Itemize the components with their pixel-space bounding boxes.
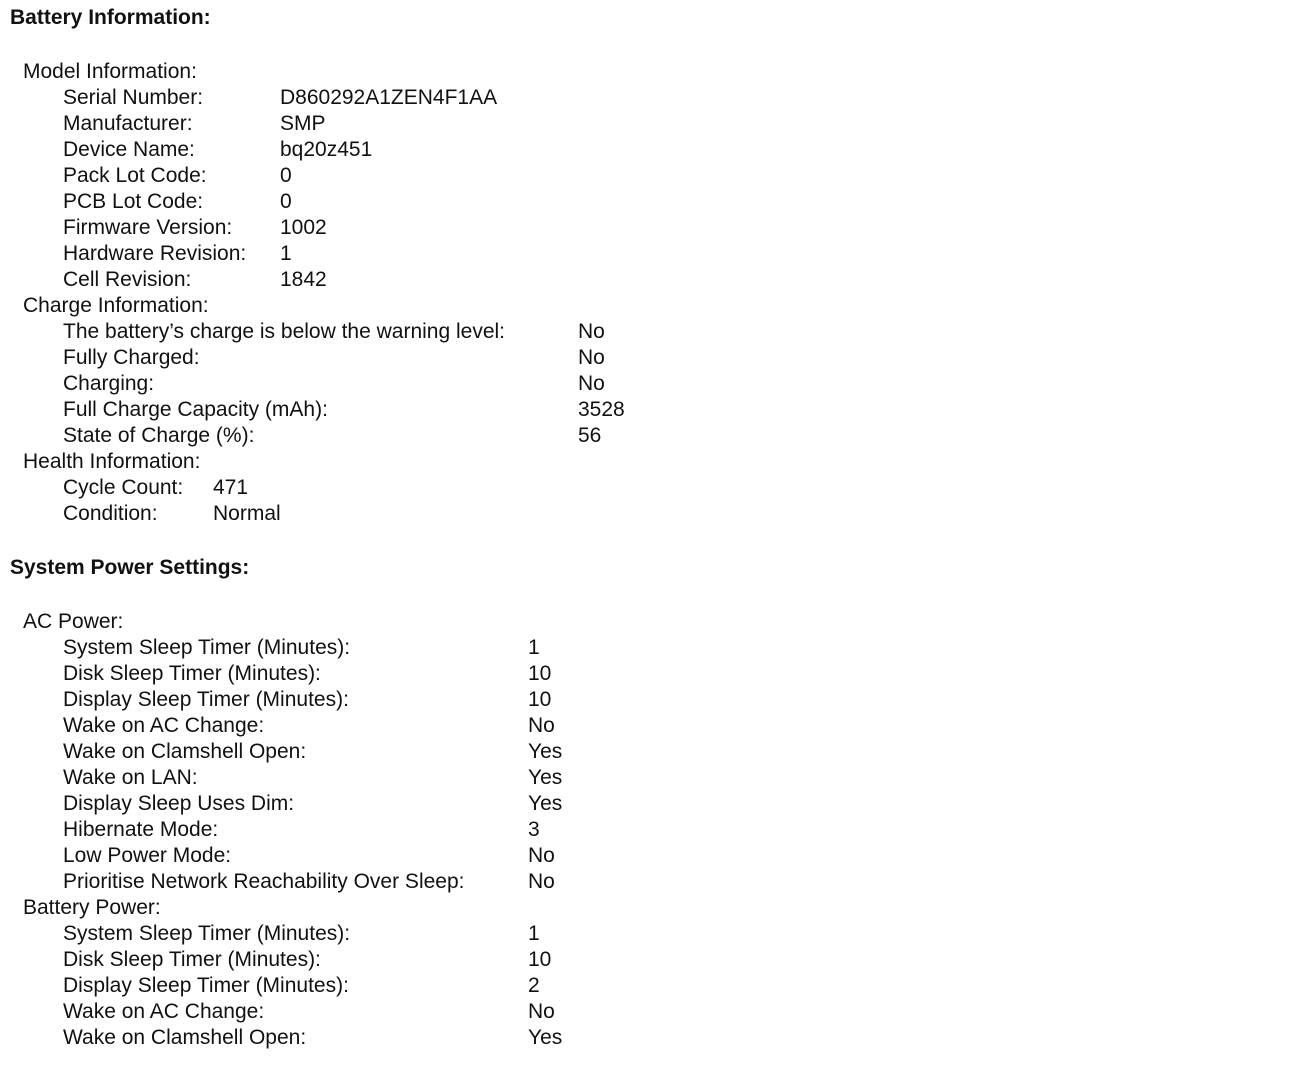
ac-low-power-mode-row [0, 843, 1310, 869]
row-value: 1842 [280, 268, 327, 291]
row-value: 471 [213, 476, 249, 499]
ac-hibernate-mode-row [0, 817, 1310, 843]
row-label: Cell Revision: [63, 268, 192, 291]
device-name-row [0, 137, 1310, 163]
state-of-charge-row [0, 423, 1310, 449]
pcb-lot-code-row [0, 189, 1310, 215]
row-label: Wake on LAN: [63, 766, 198, 789]
battery-wake-on-ac-change-row [0, 999, 1310, 1025]
full-charge-capacity-row [0, 397, 1310, 423]
row-label: Low Power Mode: [63, 844, 232, 867]
row-value: SMP [280, 112, 326, 135]
battery-wake-on-clamshell-open-row [0, 1025, 1310, 1051]
row-value: No [578, 320, 605, 343]
row-value: 0 [280, 190, 292, 213]
row-value: No [578, 372, 605, 395]
row-label: Prioritise Network Reachability Over Sleep: [63, 870, 465, 893]
pack-lot-code-row [0, 163, 1310, 189]
row-label: Wake on Clamshell Open: [63, 1026, 307, 1049]
row-label: Hibernate Mode: [63, 818, 219, 841]
condition-row [0, 501, 1310, 527]
row-label: Pack Lot Code: [63, 164, 207, 187]
firmware-version-row [0, 215, 1310, 241]
ac-display-sleep-timer-row [0, 687, 1310, 713]
model-information-list [0, 85, 1310, 293]
row-label: Display Sleep Timer (Minutes): [63, 688, 349, 711]
row-label: Charging: [63, 372, 155, 395]
cell-revision-row [0, 267, 1310, 293]
row-label: Wake on AC Change: [63, 714, 265, 737]
row-value: 3528 [578, 398, 625, 421]
row-label: State of Charge (%): [63, 424, 255, 447]
row-value: 2 [528, 974, 540, 997]
health-information-heading: Health Information: [23, 450, 201, 473]
row-label: Wake on Clamshell Open: [63, 740, 307, 763]
row-value: No [528, 1000, 555, 1023]
row-label: PCB Lot Code: [63, 190, 204, 213]
row-label: System Sleep Timer (Minutes): [63, 922, 351, 945]
serial-number-row [0, 85, 1310, 111]
row-label: Hardware Revision: [63, 242, 247, 265]
charge-information-heading: Charge Information: [23, 294, 209, 317]
row-value: 1002 [280, 216, 327, 239]
row-label: Cycle Count: [63, 476, 184, 499]
row-value: No [578, 346, 605, 369]
row-value: Yes [528, 1026, 563, 1049]
battery-display-sleep-timer-row [0, 973, 1310, 999]
battery-disk-sleep-timer-row [0, 947, 1310, 973]
row-label: Disk Sleep Timer (Minutes): [63, 662, 321, 685]
row-label: The battery’s charge is below the warning level: [63, 320, 506, 343]
battery-power-list [0, 921, 1310, 1051]
row-label: Wake on AC Change: [63, 1000, 265, 1023]
row-label: Full Charge Capacity (mAh): [63, 398, 328, 421]
row-label: Serial Number: [63, 86, 204, 109]
row-label: Manufacturer: [63, 112, 193, 135]
row-value: 56 [578, 424, 602, 447]
row-value: 1 [280, 242, 292, 265]
row-label: Disk Sleep Timer (Minutes): [63, 948, 321, 971]
battery-information-heading: Battery Information: [10, 6, 211, 29]
ac-prioritise-network-reachability-row [0, 869, 1310, 895]
row-label: Fully Charged: [63, 346, 200, 369]
ac-wake-on-lan-row [0, 765, 1310, 791]
fully-charged-row [0, 345, 1310, 371]
ac-wake-on-clamshell-open-row [0, 739, 1310, 765]
row-label: Firmware Version: [63, 216, 233, 239]
ac-wake-on-ac-change-row [0, 713, 1310, 739]
row-value: 10 [528, 688, 552, 711]
system-power-settings-heading: System Power Settings: [10, 556, 250, 579]
health-information-list [0, 475, 1310, 527]
row-value: 1 [528, 922, 540, 945]
row-value: Yes [528, 740, 563, 763]
ac-system-sleep-timer-row [0, 635, 1310, 661]
battery-system-sleep-timer-row [0, 921, 1310, 947]
row-value: 1 [528, 636, 540, 659]
row-value: 3 [528, 818, 540, 841]
row-value: No [528, 714, 555, 737]
row-value: Yes [528, 792, 563, 815]
ac-power-heading: AC Power: [23, 610, 124, 633]
ac-power-list [0, 635, 1310, 895]
battery-power-heading: Battery Power: [23, 896, 161, 919]
row-value: Normal [213, 502, 281, 525]
row-value: Yes [528, 766, 563, 789]
row-label: Display Sleep Timer (Minutes): [63, 974, 349, 997]
charge-information-list [0, 319, 1310, 449]
ac-display-sleep-uses-dim-row [0, 791, 1310, 817]
hardware-revision-row [0, 241, 1310, 267]
row-value: D860292A1ZEN4F1AA [280, 86, 498, 109]
row-value: 10 [528, 662, 552, 685]
row-value: No [528, 844, 555, 867]
row-value: 0 [280, 164, 292, 187]
cycle-count-row [0, 475, 1310, 501]
model-information-heading: Model Information: [23, 60, 197, 83]
charging-row [0, 371, 1310, 397]
row-value: No [528, 870, 555, 893]
row-label: Condition: [63, 502, 158, 525]
row-label: Device Name: [63, 138, 195, 161]
below-warning-level-row [0, 319, 1310, 345]
row-value: 10 [528, 948, 552, 971]
row-label: Display Sleep Uses Dim: [63, 792, 295, 815]
ac-disk-sleep-timer-row [0, 661, 1310, 687]
row-value: bq20z451 [280, 138, 373, 161]
row-label: System Sleep Timer (Minutes): [63, 636, 351, 659]
manufacturer-row [0, 111, 1310, 137]
